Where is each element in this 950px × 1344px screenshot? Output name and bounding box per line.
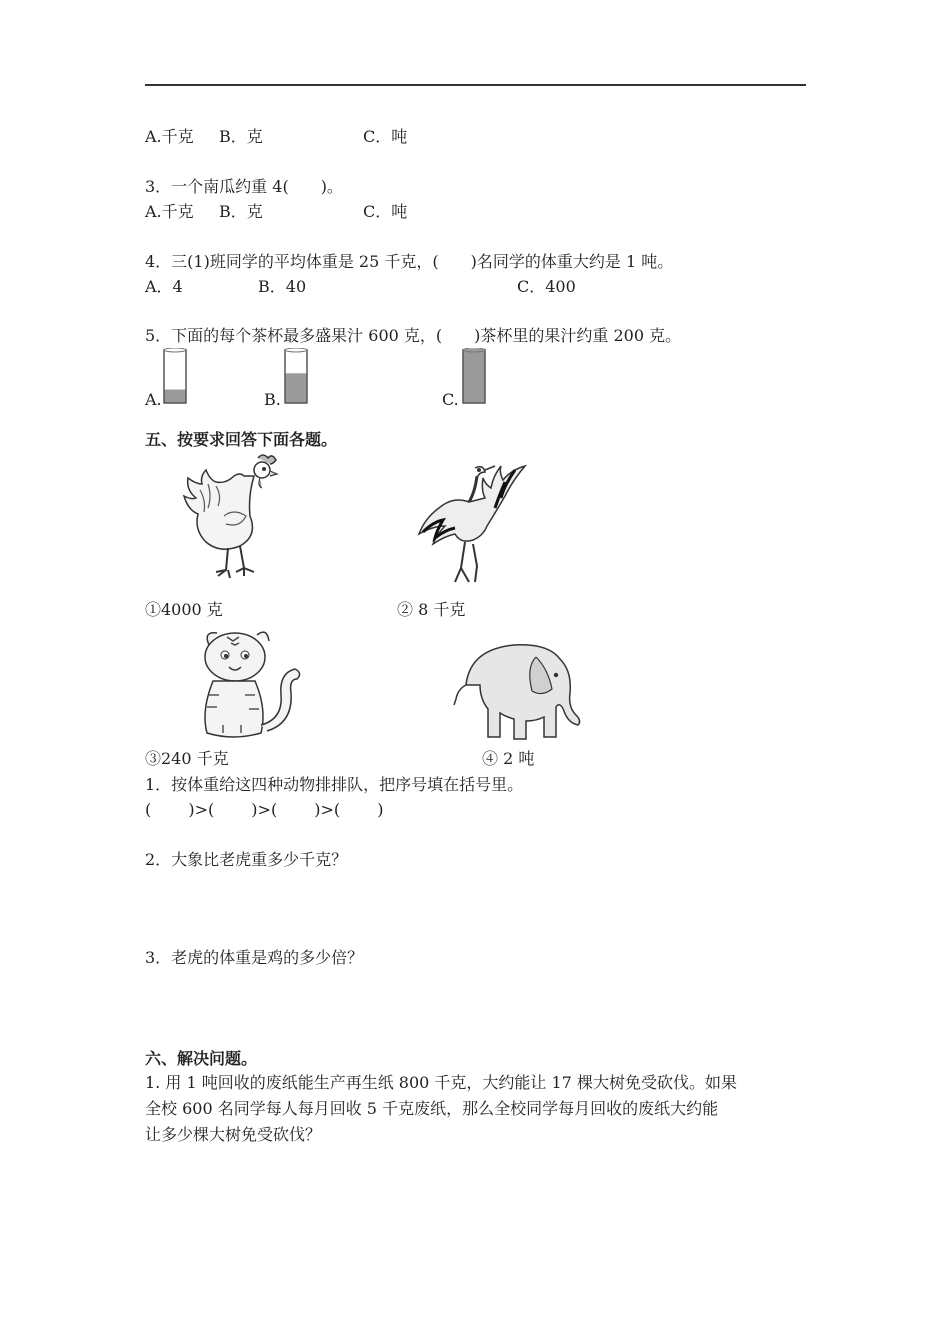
section5-heading: 五、按要求回答下面各题。 xyxy=(145,430,338,449)
q3-option-a: A.千克 xyxy=(145,202,194,221)
section5-q3: 3．老虎的体重是鸡的多少倍？ xyxy=(145,948,364,967)
q3-stem: 3．一个南瓜约重 4( )。 xyxy=(145,177,343,196)
q2-option-a: A.千克 xyxy=(145,127,194,146)
q3-option-c: C．吨 xyxy=(363,202,408,221)
section5-q2: 2．大象比老虎重多少千克？ xyxy=(145,850,348,869)
rooster-icon xyxy=(180,450,280,585)
crane-icon xyxy=(415,462,535,587)
section5-q1-blanks[interactable]: ( )>( )>( )>( ) xyxy=(145,800,384,819)
q4-option-a: A．4 xyxy=(145,277,183,296)
q2-option-b: B．克 xyxy=(219,127,263,146)
q5-option-a: A. xyxy=(145,390,162,409)
cup-a-icon xyxy=(162,348,188,406)
animal-label-elephant: ④ 2 吨 xyxy=(482,749,535,768)
q5-option-b: B. xyxy=(264,390,281,409)
q4-stem: 4．三(1)班同学的平均体重是 25 千克，( )名同学的体重大约是 1 吨。 xyxy=(145,252,674,271)
q4-option-c: C．400 xyxy=(517,277,576,296)
animal-label-crane: ② 8 千克 xyxy=(397,600,466,619)
q5-stem: 5．下面的每个茶杯最多盛果汁 600 克，( )茶杯里的果汁约重 200 克。 xyxy=(145,326,682,345)
section6-heading: 六、解决问题。 xyxy=(145,1049,258,1068)
elephant-icon xyxy=(452,635,584,745)
section6-p1-line2: 全校 600 名同学每人每月回收 5 千克废纸，那么全校同学每月回收的废纸大约能 xyxy=(145,1099,719,1118)
cup-b-icon xyxy=(283,348,309,406)
top-rule xyxy=(145,84,806,86)
section6-p1-line1: 1. 用 1 吨回收的废纸能生产再生纸 800 千克，大约能让 17 棵大树免受砍伐。如果 xyxy=(145,1073,737,1092)
q5-option-c: C. xyxy=(442,390,459,409)
section5-q1: 1．按体重给这四种动物排排队，把序号填在括号里。 xyxy=(145,775,524,794)
cup-c-icon xyxy=(461,348,487,406)
q3-option-b: B．克 xyxy=(219,202,263,221)
q2-option-c: C．吨 xyxy=(363,127,408,146)
section6-p1-line3: 让多少棵大树免受砍伐？ xyxy=(145,1125,322,1144)
animal-label-rooster: ①4000 克 xyxy=(145,600,223,619)
tiger-icon xyxy=(195,625,305,745)
q4-option-b: B．40 xyxy=(258,277,307,296)
animal-label-tiger: ③240 千克 xyxy=(145,749,229,768)
